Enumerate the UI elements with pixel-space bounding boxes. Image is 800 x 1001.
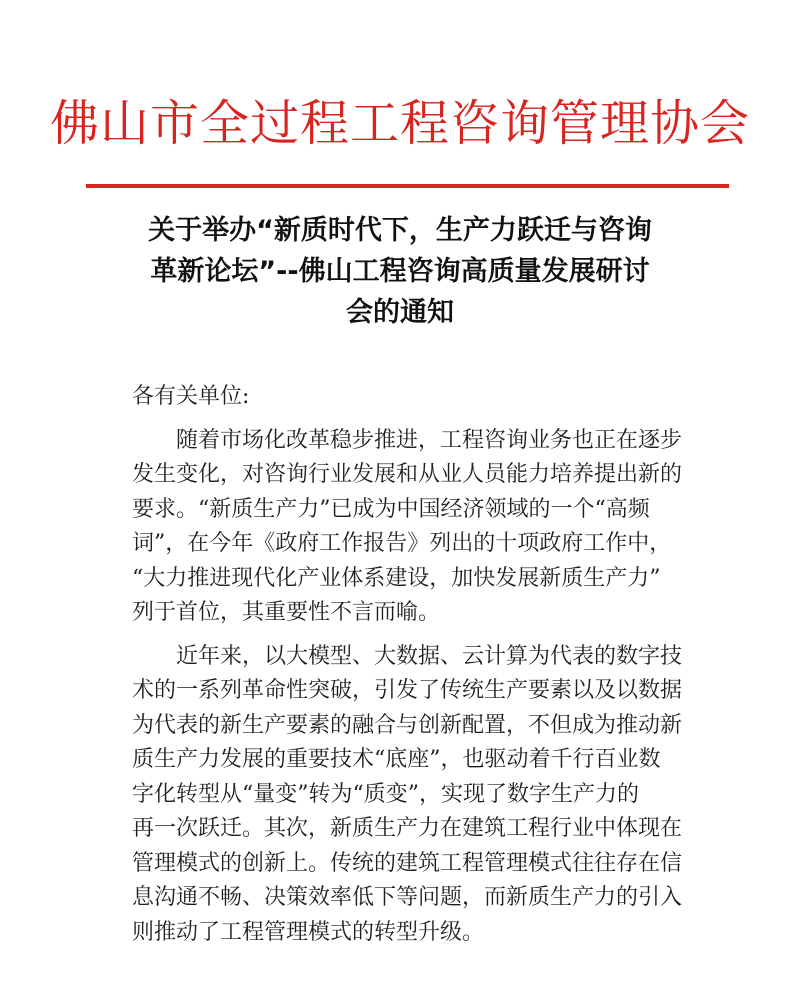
letterhead-red-rule <box>86 184 729 188</box>
paragraph-line: 则推动了工程管理模式的转型升级。 <box>132 919 485 945</box>
paragraph-line: 词”，在今年《政府工作报告》列出的十项政府工作中， <box>132 531 672 556</box>
notice-title-line: 会的通知 <box>346 297 454 328</box>
paragraph-line: 列于首位，其重要性不言而喻。 <box>132 600 441 625</box>
body-paragraph <box>132 424 692 631</box>
paragraph-line: 要求。“新质生产力”已成为中国经济领域的一个“高频 <box>132 496 650 522</box>
notice-title-line: 关于举办“新质时代下，生产力跃迁与咨询 <box>148 215 652 246</box>
notice-body <box>132 380 692 959</box>
letterhead-organization-name: 佛山市全过程工程咨询管理协会 <box>49 95 750 152</box>
body-paragraph <box>132 640 692 951</box>
notice-title <box>110 210 690 333</box>
paragraph-line: 息沟通不畅、决策效率低下等问题，而新质生产力的引入 <box>132 885 683 910</box>
paragraph-line: 随着市场化改革稳步推进，工程咨询业务也正在逐步 <box>176 427 683 453</box>
paragraph-line: 质生产力发展的重要技术“底座”，也驱动着千行百业数 <box>132 747 661 772</box>
paragraph-line: 发生变化，对咨询行业发展和从业人员能力培养提出新的 <box>132 462 683 487</box>
salutation: 各有关单位: <box>132 384 250 409</box>
notice-title-line: 革新论坛”--佛山工程咨询高质量发展研讨 <box>150 256 650 287</box>
paragraph-line: 为代表的新生产要素的融合与创新配置，不但成为推动新 <box>132 712 683 738</box>
paragraph-line: 管理模式的创新上。传统的建筑工程管理模式往往存在信 <box>132 850 683 876</box>
paragraph-line: 近年来，以大模型、大数据、云计算为代表的数字技 <box>176 643 683 669</box>
paragraph-line: 术的一系列革命性突破，引发了传统生产要素以及以数据 <box>132 678 683 703</box>
paragraph-line: 再一次跃迁。其次，新质生产力在建筑工程行业中体现在 <box>132 816 683 841</box>
paragraph-line: “大力推进现代化产业体系建设，加快发展新质生产力” <box>132 565 661 591</box>
paragraph-line: 字化转型从“量变”转为“质变”，实现了数字生产力的 <box>132 781 639 807</box>
